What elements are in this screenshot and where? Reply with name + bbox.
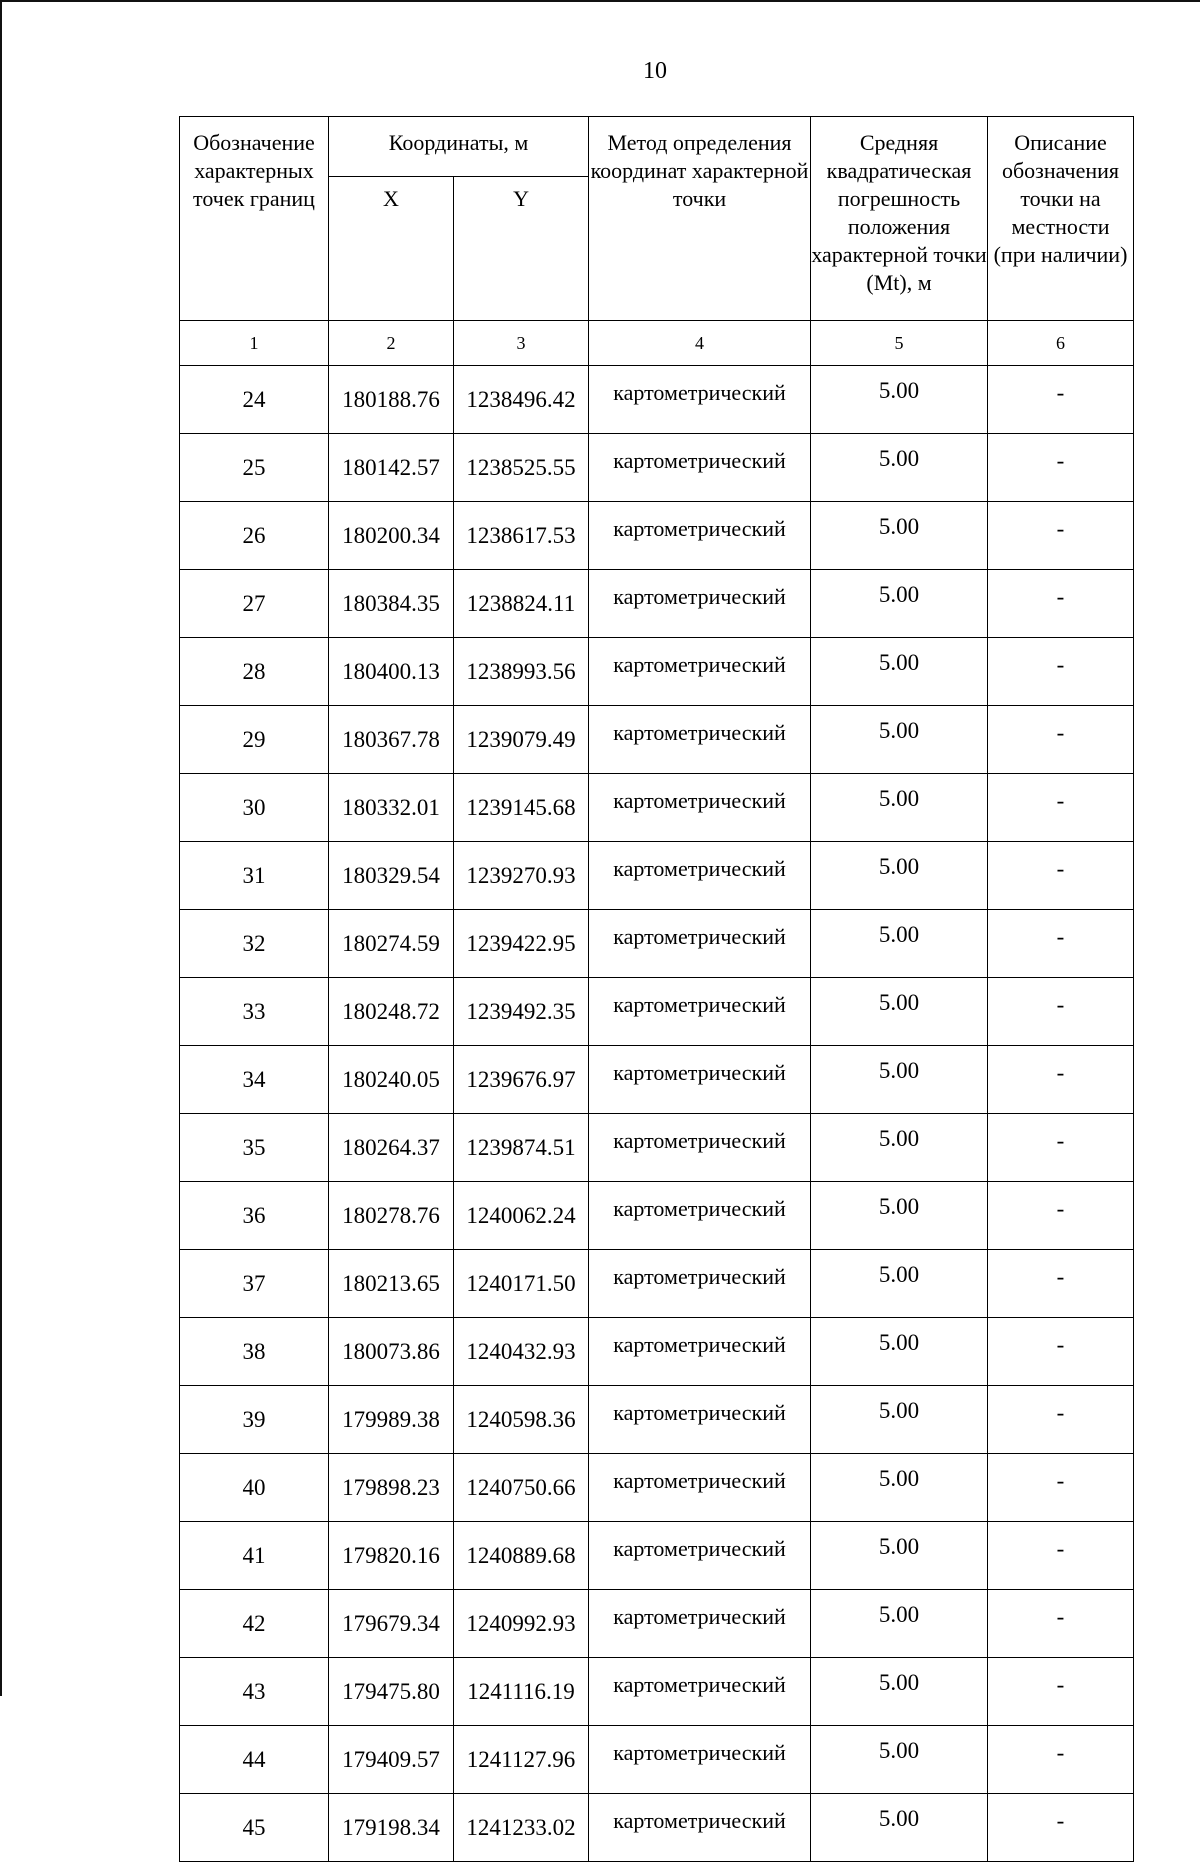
mean-error-cell: 5.00	[811, 1522, 988, 1590]
y-coordinate-cell: 1239270.93	[454, 842, 589, 910]
table-row	[180, 1590, 1134, 1658]
table-row	[180, 1658, 1134, 1726]
y-coordinate-cell: 1238496.42	[454, 366, 589, 434]
point-number-cell: 45	[180, 1794, 329, 1862]
method-cell: картометрический	[589, 1386, 811, 1454]
method-cell: картометрический	[589, 570, 811, 638]
description-cell: -	[988, 774, 1134, 842]
point-number-cell: 38	[180, 1318, 329, 1386]
table-row	[180, 1522, 1134, 1590]
header-coordinates: Координаты, м	[329, 117, 589, 177]
x-coordinate-cell: 180248.72	[329, 978, 454, 1046]
point-number-cell: 39	[180, 1386, 329, 1454]
x-coordinate-cell: 180200.34	[329, 502, 454, 570]
method-cell: картометрический	[589, 1114, 811, 1182]
x-coordinate-cell: 180278.76	[329, 1182, 454, 1250]
point-number-cell: 42	[180, 1590, 329, 1658]
description-cell: -	[988, 434, 1134, 502]
table-row	[180, 1114, 1134, 1182]
mean-error-cell: 5.00	[811, 1046, 988, 1114]
description-cell: -	[988, 638, 1134, 706]
description-cell: -	[988, 910, 1134, 978]
point-number-cell: 25	[180, 434, 329, 502]
table-row	[180, 1794, 1134, 1862]
header-point-designation: Обозначение характерных точек границ	[180, 117, 329, 321]
table-row	[180, 978, 1134, 1046]
x-coordinate-cell: 179989.38	[329, 1386, 454, 1454]
method-cell: картометрический	[589, 638, 811, 706]
x-coordinate-cell: 180188.76	[329, 366, 454, 434]
coordinates-table	[179, 116, 1134, 1862]
y-coordinate-cell: 1241127.96	[454, 1726, 589, 1794]
method-cell: картометрический	[589, 1046, 811, 1114]
description-cell: -	[988, 502, 1134, 570]
table-row	[180, 1386, 1134, 1454]
table-row	[180, 366, 1134, 434]
mean-error-cell: 5.00	[811, 1250, 988, 1318]
y-coordinate-cell: 1240889.68	[454, 1522, 589, 1590]
y-coordinate-cell: 1239422.95	[454, 910, 589, 978]
method-cell: картометрический	[589, 366, 811, 434]
table-row	[180, 570, 1134, 638]
mean-error-cell: 5.00	[811, 366, 988, 434]
column-number: 6	[988, 321, 1134, 366]
method-cell: картометрический	[589, 1726, 811, 1794]
table-row	[180, 1318, 1134, 1386]
point-number-cell: 35	[180, 1114, 329, 1182]
mean-error-cell: 5.00	[811, 1114, 988, 1182]
header-description: Описание обозначения точки на местности (при наличии)	[988, 117, 1134, 321]
y-coordinate-cell: 1240171.50	[454, 1250, 589, 1318]
table-row	[180, 910, 1134, 978]
description-cell: -	[988, 1522, 1134, 1590]
mean-error-cell: 5.00	[811, 570, 988, 638]
method-cell: картометрический	[589, 1794, 811, 1862]
header-y: Y	[454, 177, 589, 321]
method-cell: картометрический	[589, 1250, 811, 1318]
description-cell: -	[988, 978, 1134, 1046]
x-coordinate-cell: 180384.35	[329, 570, 454, 638]
y-coordinate-cell: 1239079.49	[454, 706, 589, 774]
table-row	[180, 1454, 1134, 1522]
y-coordinate-cell: 1238525.55	[454, 434, 589, 502]
header-mean-error: Средняя квадратическая погрешность положения характерной точки (Mt), м	[811, 117, 988, 321]
mean-error-cell: 5.00	[811, 502, 988, 570]
description-cell: -	[988, 1794, 1134, 1862]
description-cell: -	[988, 1590, 1134, 1658]
x-coordinate-cell: 180274.59	[329, 910, 454, 978]
mean-error-cell: 5.00	[811, 1794, 988, 1862]
table-row	[180, 1046, 1134, 1114]
mean-error-cell: 5.00	[811, 1182, 988, 1250]
point-number-cell: 36	[180, 1182, 329, 1250]
table-row	[180, 706, 1134, 774]
y-coordinate-cell: 1241116.19	[454, 1658, 589, 1726]
point-number-cell: 30	[180, 774, 329, 842]
point-number-cell: 40	[180, 1454, 329, 1522]
description-cell: -	[988, 1250, 1134, 1318]
column-number-row	[180, 321, 1134, 366]
y-coordinate-cell: 1239492.35	[454, 978, 589, 1046]
y-coordinate-cell: 1238993.56	[454, 638, 589, 706]
mean-error-cell: 5.00	[811, 1590, 988, 1658]
x-coordinate-cell: 180073.86	[329, 1318, 454, 1386]
y-coordinate-cell: 1241233.02	[454, 1794, 589, 1862]
x-coordinate-cell: 180240.05	[329, 1046, 454, 1114]
point-number-cell: 26	[180, 502, 329, 570]
mean-error-cell: 5.00	[811, 1386, 988, 1454]
mean-error-cell: 5.00	[811, 978, 988, 1046]
method-cell: картометрический	[589, 502, 811, 570]
method-cell: картометрический	[589, 1182, 811, 1250]
method-cell: картометрический	[589, 910, 811, 978]
y-coordinate-cell: 1240062.24	[454, 1182, 589, 1250]
mean-error-cell: 5.00	[811, 842, 988, 910]
column-number: 4	[589, 321, 811, 366]
x-coordinate-cell: 180332.01	[329, 774, 454, 842]
x-coordinate-cell: 180142.57	[329, 434, 454, 502]
point-number-cell: 43	[180, 1658, 329, 1726]
method-cell: картометрический	[589, 1658, 811, 1726]
description-cell: -	[988, 1318, 1134, 1386]
x-coordinate-cell: 179198.34	[329, 1794, 454, 1862]
description-cell: -	[988, 1454, 1134, 1522]
y-coordinate-cell: 1240992.93	[454, 1590, 589, 1658]
description-cell: -	[988, 1046, 1134, 1114]
table-row	[180, 434, 1134, 502]
point-number-cell: 44	[180, 1726, 329, 1794]
method-cell: картометрический	[589, 1454, 811, 1522]
mean-error-cell: 5.00	[811, 774, 988, 842]
column-number: 2	[329, 321, 454, 366]
method-cell: картометрический	[589, 706, 811, 774]
method-cell: картометрический	[589, 978, 811, 1046]
header-x: X	[329, 177, 454, 321]
point-number-cell: 24	[180, 366, 329, 434]
mean-error-cell: 5.00	[811, 638, 988, 706]
description-cell: -	[988, 842, 1134, 910]
method-cell: картометрический	[589, 1590, 811, 1658]
column-number: 5	[811, 321, 988, 366]
mean-error-cell: 5.00	[811, 1658, 988, 1726]
page-number: 10	[643, 58, 667, 84]
method-cell: картометрический	[589, 774, 811, 842]
x-coordinate-cell: 179820.16	[329, 1522, 454, 1590]
point-number-cell: 32	[180, 910, 329, 978]
table-row	[180, 1250, 1134, 1318]
y-coordinate-cell: 1239874.51	[454, 1114, 589, 1182]
point-number-cell: 27	[180, 570, 329, 638]
description-cell: -	[988, 1386, 1134, 1454]
table-row	[180, 1726, 1134, 1794]
x-coordinate-cell: 179475.80	[329, 1658, 454, 1726]
description-cell: -	[988, 1658, 1134, 1726]
point-number-cell: 37	[180, 1250, 329, 1318]
table-row	[180, 638, 1134, 706]
point-number-cell: 31	[180, 842, 329, 910]
point-number-cell: 28	[180, 638, 329, 706]
y-coordinate-cell: 1238617.53	[454, 502, 589, 570]
point-number-cell: 41	[180, 1522, 329, 1590]
x-coordinate-cell: 180400.13	[329, 638, 454, 706]
mean-error-cell: 5.00	[811, 1726, 988, 1794]
y-coordinate-cell: 1240432.93	[454, 1318, 589, 1386]
description-cell: -	[988, 1726, 1134, 1794]
x-coordinate-cell: 180329.54	[329, 842, 454, 910]
mean-error-cell: 5.00	[811, 1454, 988, 1522]
method-cell: картометрический	[589, 1522, 811, 1590]
method-cell: картометрический	[589, 434, 811, 502]
mean-error-cell: 5.00	[811, 706, 988, 774]
x-coordinate-cell: 180264.37	[329, 1114, 454, 1182]
point-number-cell: 34	[180, 1046, 329, 1114]
description-cell: -	[988, 366, 1134, 434]
header-method: Метод определения координат характерной точки	[589, 117, 811, 321]
x-coordinate-cell: 180367.78	[329, 706, 454, 774]
x-coordinate-cell: 179679.34	[329, 1590, 454, 1658]
table-body	[180, 366, 1134, 1862]
y-coordinate-cell: 1239145.68	[454, 774, 589, 842]
mean-error-cell: 5.00	[811, 1318, 988, 1386]
point-number-cell: 33	[180, 978, 329, 1046]
x-coordinate-cell: 179898.23	[329, 1454, 454, 1522]
description-cell: -	[988, 706, 1134, 774]
y-coordinate-cell: 1238824.11	[454, 570, 589, 638]
table-row	[180, 502, 1134, 570]
x-coordinate-cell: 180213.65	[329, 1250, 454, 1318]
description-cell: -	[988, 1114, 1134, 1182]
description-cell: -	[988, 1182, 1134, 1250]
column-number: 3	[454, 321, 589, 366]
table-row	[180, 1182, 1134, 1250]
column-number: 1	[180, 321, 329, 366]
y-coordinate-cell: 1239676.97	[454, 1046, 589, 1114]
x-coordinate-cell: 179409.57	[329, 1726, 454, 1794]
table-row	[180, 774, 1134, 842]
mean-error-cell: 5.00	[811, 910, 988, 978]
y-coordinate-cell: 1240750.66	[454, 1454, 589, 1522]
table-row	[180, 842, 1134, 910]
description-cell: -	[988, 570, 1134, 638]
point-number-cell: 29	[180, 706, 329, 774]
method-cell: картометрический	[589, 842, 811, 910]
method-cell: картометрический	[589, 1318, 811, 1386]
mean-error-cell: 5.00	[811, 434, 988, 502]
y-coordinate-cell: 1240598.36	[454, 1386, 589, 1454]
